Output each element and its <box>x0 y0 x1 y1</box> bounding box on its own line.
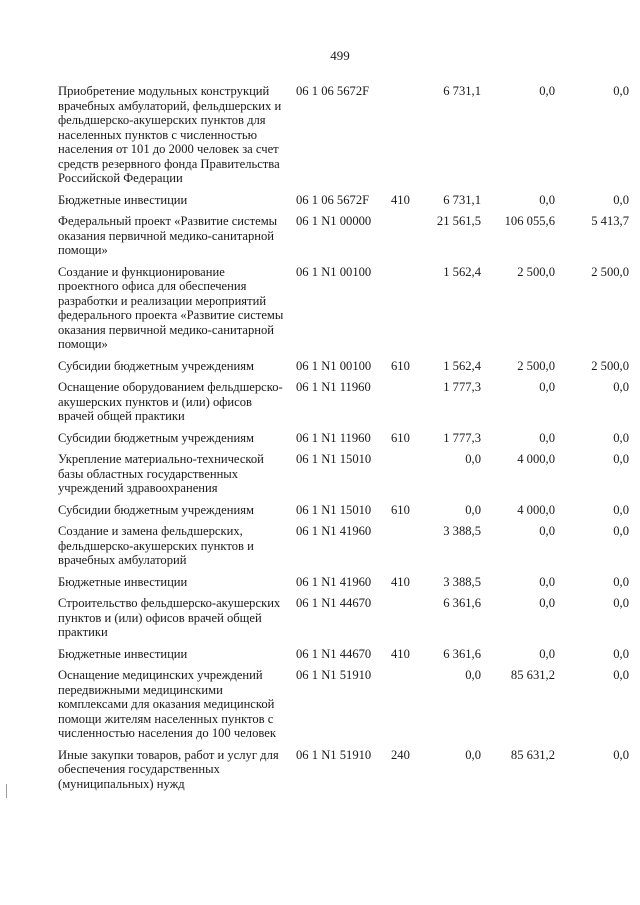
row-value-2: 0,0 <box>539 646 555 661</box>
row-value-2: 4 000,0 <box>517 452 555 466</box>
row-value-1: 6 361,6 <box>443 646 481 661</box>
row-vr <box>391 668 415 748</box>
row-csr: 06 1 N1 11960 <box>296 380 371 394</box>
row-vr: 410 <box>391 646 410 661</box>
row-value-3: 2 500,0 <box>591 264 629 279</box>
table-row <box>58 647 629 669</box>
row-value-3: 0,0 <box>613 646 629 661</box>
row-value-1: 21 561,5 <box>436 214 481 228</box>
row-value-3: 0,0 <box>613 430 629 445</box>
row-name: Субсидии бюджетным учреждениям <box>58 502 254 517</box>
page-number: 499 <box>330 48 350 63</box>
row-vr <box>391 380 415 431</box>
row-name: Оснащение оборудованием фельдшерско-акушерских пунктов и (или) офисов врачей общей практики <box>58 380 283 423</box>
row-value-2: 0,0 <box>539 574 555 589</box>
row-name: Бюджетные инвестиции <box>58 574 188 589</box>
row-name: Приобретение модульных конструкций врачебных амбулаторий, фельдшерских и фельдшерско-акушерских пунктов для населенных пунктов с численностью населения от 101 до 2000 человек за счет средств резервного фонда Правительства Российской Федерации <box>58 84 282 185</box>
budget-table <box>58 84 629 798</box>
row-value-3: 0,0 <box>613 192 629 207</box>
table-row <box>58 380 629 431</box>
budget-table-body <box>58 84 629 798</box>
table-row <box>58 84 629 193</box>
row-value-3: 0,0 <box>613 574 629 589</box>
row-name: Бюджетные инвестиции <box>58 192 188 207</box>
row-value-3: 0,0 <box>613 502 629 517</box>
row-csr: 06 1 N1 44670 <box>296 596 372 610</box>
row-value-2: 0,0 <box>539 430 555 445</box>
row-value-1: 3 388,5 <box>443 574 481 589</box>
row-csr: 06 1 06 5672F <box>296 192 370 207</box>
row-csr: 06 1 N1 00100 <box>296 358 372 373</box>
row-csr: 06 1 N1 00000 <box>296 214 372 228</box>
row-value-3: 0,0 <box>613 668 629 682</box>
row-value-3: 0,0 <box>613 596 629 610</box>
row-vr: 610 <box>391 502 410 517</box>
row-value-1: 3 388,5 <box>443 524 481 538</box>
row-vr: 240 <box>391 747 410 762</box>
row-name: Создание и замена фельдшерских, фельдшерско-акушерских пунктов и врачебных амбулаторий <box>58 524 254 567</box>
row-value-2: 0,0 <box>539 524 555 538</box>
table-row <box>58 668 629 748</box>
row-value-2: 4 000,0 <box>517 502 555 517</box>
row-value-2: 2 500,0 <box>517 358 555 373</box>
row-value-1: 6 361,6 <box>443 596 481 610</box>
table-row <box>58 452 629 503</box>
row-value-1: 1 777,3 <box>443 380 481 394</box>
table-row <box>58 359 629 381</box>
margin-mark <box>6 784 7 798</box>
row-value-2: 2 500,0 <box>517 264 555 279</box>
row-name: Укрепление материально-технической базы областных государственных учреждений здравоохранения <box>58 452 264 495</box>
row-csr: 06 1 N1 51910 <box>296 747 372 762</box>
row-value-1: 1 562,4 <box>443 358 481 373</box>
row-vr: 410 <box>391 192 410 207</box>
row-vr <box>391 524 415 575</box>
row-name: Создание и функционирование проектного офиса для обеспечения разработки и реализации мероприятий федерального проекта «Развитие системы оказания первичной медико-санитарной помощи» <box>58 264 284 351</box>
row-csr: 06 1 N1 51910 <box>296 668 372 682</box>
row-value-2: 0,0 <box>539 192 555 207</box>
row-vr <box>391 214 415 265</box>
row-name: Строительство фельдшерско-акушерских пунктов и (или) офисов врачей общей практики <box>58 596 281 639</box>
row-value-2: 85 631,2 <box>510 747 555 762</box>
table-row <box>58 748 629 799</box>
row-value-2: 0,0 <box>539 84 555 98</box>
table-row <box>58 193 629 215</box>
row-value-3: 2 500,0 <box>591 358 629 373</box>
row-csr: 06 1 N1 41960 <box>296 574 372 589</box>
row-vr <box>391 596 415 647</box>
row-csr: 06 1 N1 11960 <box>296 430 371 445</box>
row-value-2: 0,0 <box>539 380 555 394</box>
row-value-3: 5 413,7 <box>591 214 629 228</box>
row-vr <box>391 452 415 503</box>
row-value-2: 106 055,6 <box>504 214 555 228</box>
row-csr: 06 1 N1 44670 <box>296 646 372 661</box>
row-name: Иные закупки товаров, работ и услуг для обеспечения государственных (муниципальных) нужд <box>58 747 279 791</box>
row-vr: 410 <box>391 574 410 589</box>
table-row <box>58 214 629 265</box>
row-value-3: 0,0 <box>613 452 629 466</box>
row-value-3: 0,0 <box>613 380 629 394</box>
row-value-1: 6 731,1 <box>443 192 481 207</box>
row-value-1: 0,0 <box>465 747 481 762</box>
table-row <box>58 503 629 525</box>
row-csr: 06 1 06 5672F <box>296 84 370 98</box>
row-value-3: 0,0 <box>613 747 629 762</box>
table-row <box>58 575 629 597</box>
row-value-1: 0,0 <box>465 452 481 466</box>
table-row <box>58 431 629 453</box>
row-name: Оснащение медицинских учреждений передвижными медицинскими комплексами для оказания медицинской помощи жителям населенных пунктов с численностью населения до 100 человек <box>58 668 276 740</box>
row-value-1: 1 562,4 <box>443 264 481 279</box>
row-csr: 06 1 N1 41960 <box>296 524 372 538</box>
table-row <box>58 596 629 647</box>
table-row <box>58 265 629 359</box>
row-value-1: 0,0 <box>465 502 481 517</box>
row-name: Субсидии бюджетным учреждениям <box>58 430 254 445</box>
row-value-1: 0,0 <box>465 668 481 682</box>
row-csr: 06 1 N1 15010 <box>296 452 372 466</box>
row-value-2: 85 631,2 <box>510 668 555 682</box>
row-name: Субсидии бюджетным учреждениям <box>58 358 254 373</box>
row-vr: 610 <box>391 358 410 373</box>
row-name: Бюджетные инвестиции <box>58 646 188 661</box>
row-vr: 610 <box>391 430 410 445</box>
row-vr <box>391 265 415 359</box>
row-value-3: 0,0 <box>613 524 629 538</box>
row-name: Федеральный проект «Развитие системы оказания первичной медико-санитарной помощи» <box>58 214 278 257</box>
row-value-1: 1 777,3 <box>443 430 481 445</box>
row-csr: 06 1 N1 00100 <box>296 264 372 279</box>
row-value-2: 0,0 <box>539 596 555 610</box>
table-row <box>58 524 629 575</box>
row-vr <box>391 84 415 193</box>
row-value-3: 0,0 <box>613 84 629 98</box>
row-csr: 06 1 N1 15010 <box>296 502 372 517</box>
row-value-1: 6 731,1 <box>443 84 481 98</box>
